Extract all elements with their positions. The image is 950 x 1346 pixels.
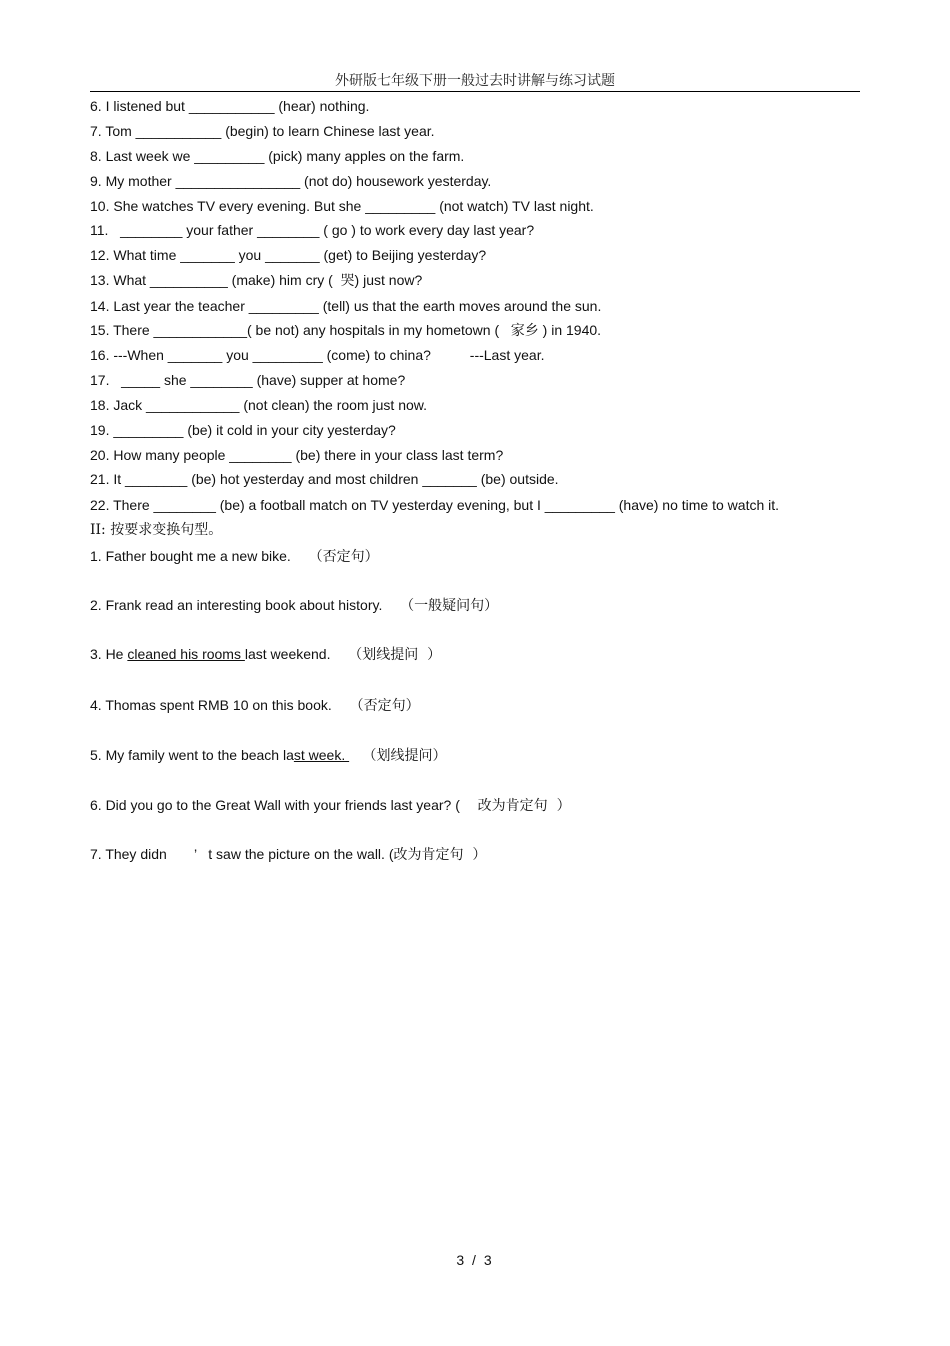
exercise-item: 15. There ____________( be not) any hospitals in my hometown ( 家乡 ) in 1940. (90, 322, 602, 338)
exercise-item: 7. Tom ___________ (begin) to learn Chinese last year. (90, 123, 435, 139)
exercise-item: 20. How many people ________ (be) there in your class last term? (90, 447, 504, 463)
item-text: 7. They didn ’ t saw the picture on the wall. ( (90, 846, 394, 862)
transform-item (90, 645, 441, 664)
item-text: 3. He (90, 646, 128, 662)
item-text: 2. Frank read an interesting book about history. (90, 597, 383, 613)
exercise-item: 12. What time _______ you _______ (get) to Beijing yesterday? (90, 247, 487, 263)
item-instruction: （划线提问） (349, 748, 447, 764)
page-header-title: 外研版七年级下册一般过去时讲解与练习试题 (335, 73, 615, 89)
exercise-item: 6. I listened but ___________ (hear) nothing. (90, 98, 370, 114)
item-instruction: （划线提问 ） (330, 647, 442, 663)
item-instruction: 改为肯定句 ） (459, 798, 571, 814)
item-text: 4. Thomas spent RMB 10 on this book. (90, 697, 332, 713)
item-text: 6. Did you go to the Great Wall with your friends last year? ( (90, 797, 460, 813)
exercise-item: 19. _________ (be) it cold in your city yesterday? (90, 422, 396, 438)
item-underlined-text: cleaned his rooms (127, 646, 245, 662)
exercise-item: 16. ---When _______ you _________ (come) to china? ---Last year. (90, 347, 545, 363)
item-instruction: 改为肯定句 ） (393, 847, 487, 863)
exercise-item: 14. Last year the teacher _________ (tell) us that the earth moves around the sun. (90, 298, 602, 314)
exercise-item: 11. ________ your father ________ ( go ) to work every day last year? (90, 222, 535, 238)
transform-item (90, 547, 379, 566)
exercise-item: 13. What __________ (make) him cry ( 哭) just now? (90, 272, 423, 288)
transform-item (90, 746, 446, 765)
exercise-item: 22. There ________ (be) a football match on TV yesterday evening, but I _________ (have) no time to watch it. (90, 497, 780, 513)
item-text-tail: last weekend. (244, 646, 331, 662)
transform-item (90, 845, 486, 864)
exercise-item: 17. _____ she ________ (have) supper at home? (90, 372, 406, 388)
header-divider (90, 91, 860, 92)
item-instruction: （一般疑问句） (382, 598, 499, 614)
item-text: 1. Father bought me a new bike. (90, 548, 291, 564)
transform-item (90, 696, 420, 715)
item-underlined-text: st week. (293, 747, 350, 763)
exercise-item: 8. Last week we _________ (pick) many apples on the farm. (90, 148, 465, 164)
item-text: 5. My family went to the beach la (90, 747, 294, 763)
transform-item (90, 796, 571, 815)
exercise-item: 21. It ________ (be) hot yesterday and most children _______ (be) outside. (90, 471, 559, 487)
transform-item (90, 596, 498, 615)
exercise-item: 9. My mother ________________ (not do) housework yesterday. (90, 173, 492, 189)
exercise-item: 18. Jack ____________ (not clean) the room just now. (90, 397, 427, 413)
exercise-item: 10. She watches TV every evening. But she _________ (not watch) TV last night. (90, 198, 594, 214)
section-heading: II: 按要求变换句型。 (90, 522, 223, 538)
item-instruction: （否定句） (331, 698, 420, 714)
page-number: 3 / 3 (456, 1252, 494, 1268)
item-instruction: （否定句） (290, 549, 379, 565)
